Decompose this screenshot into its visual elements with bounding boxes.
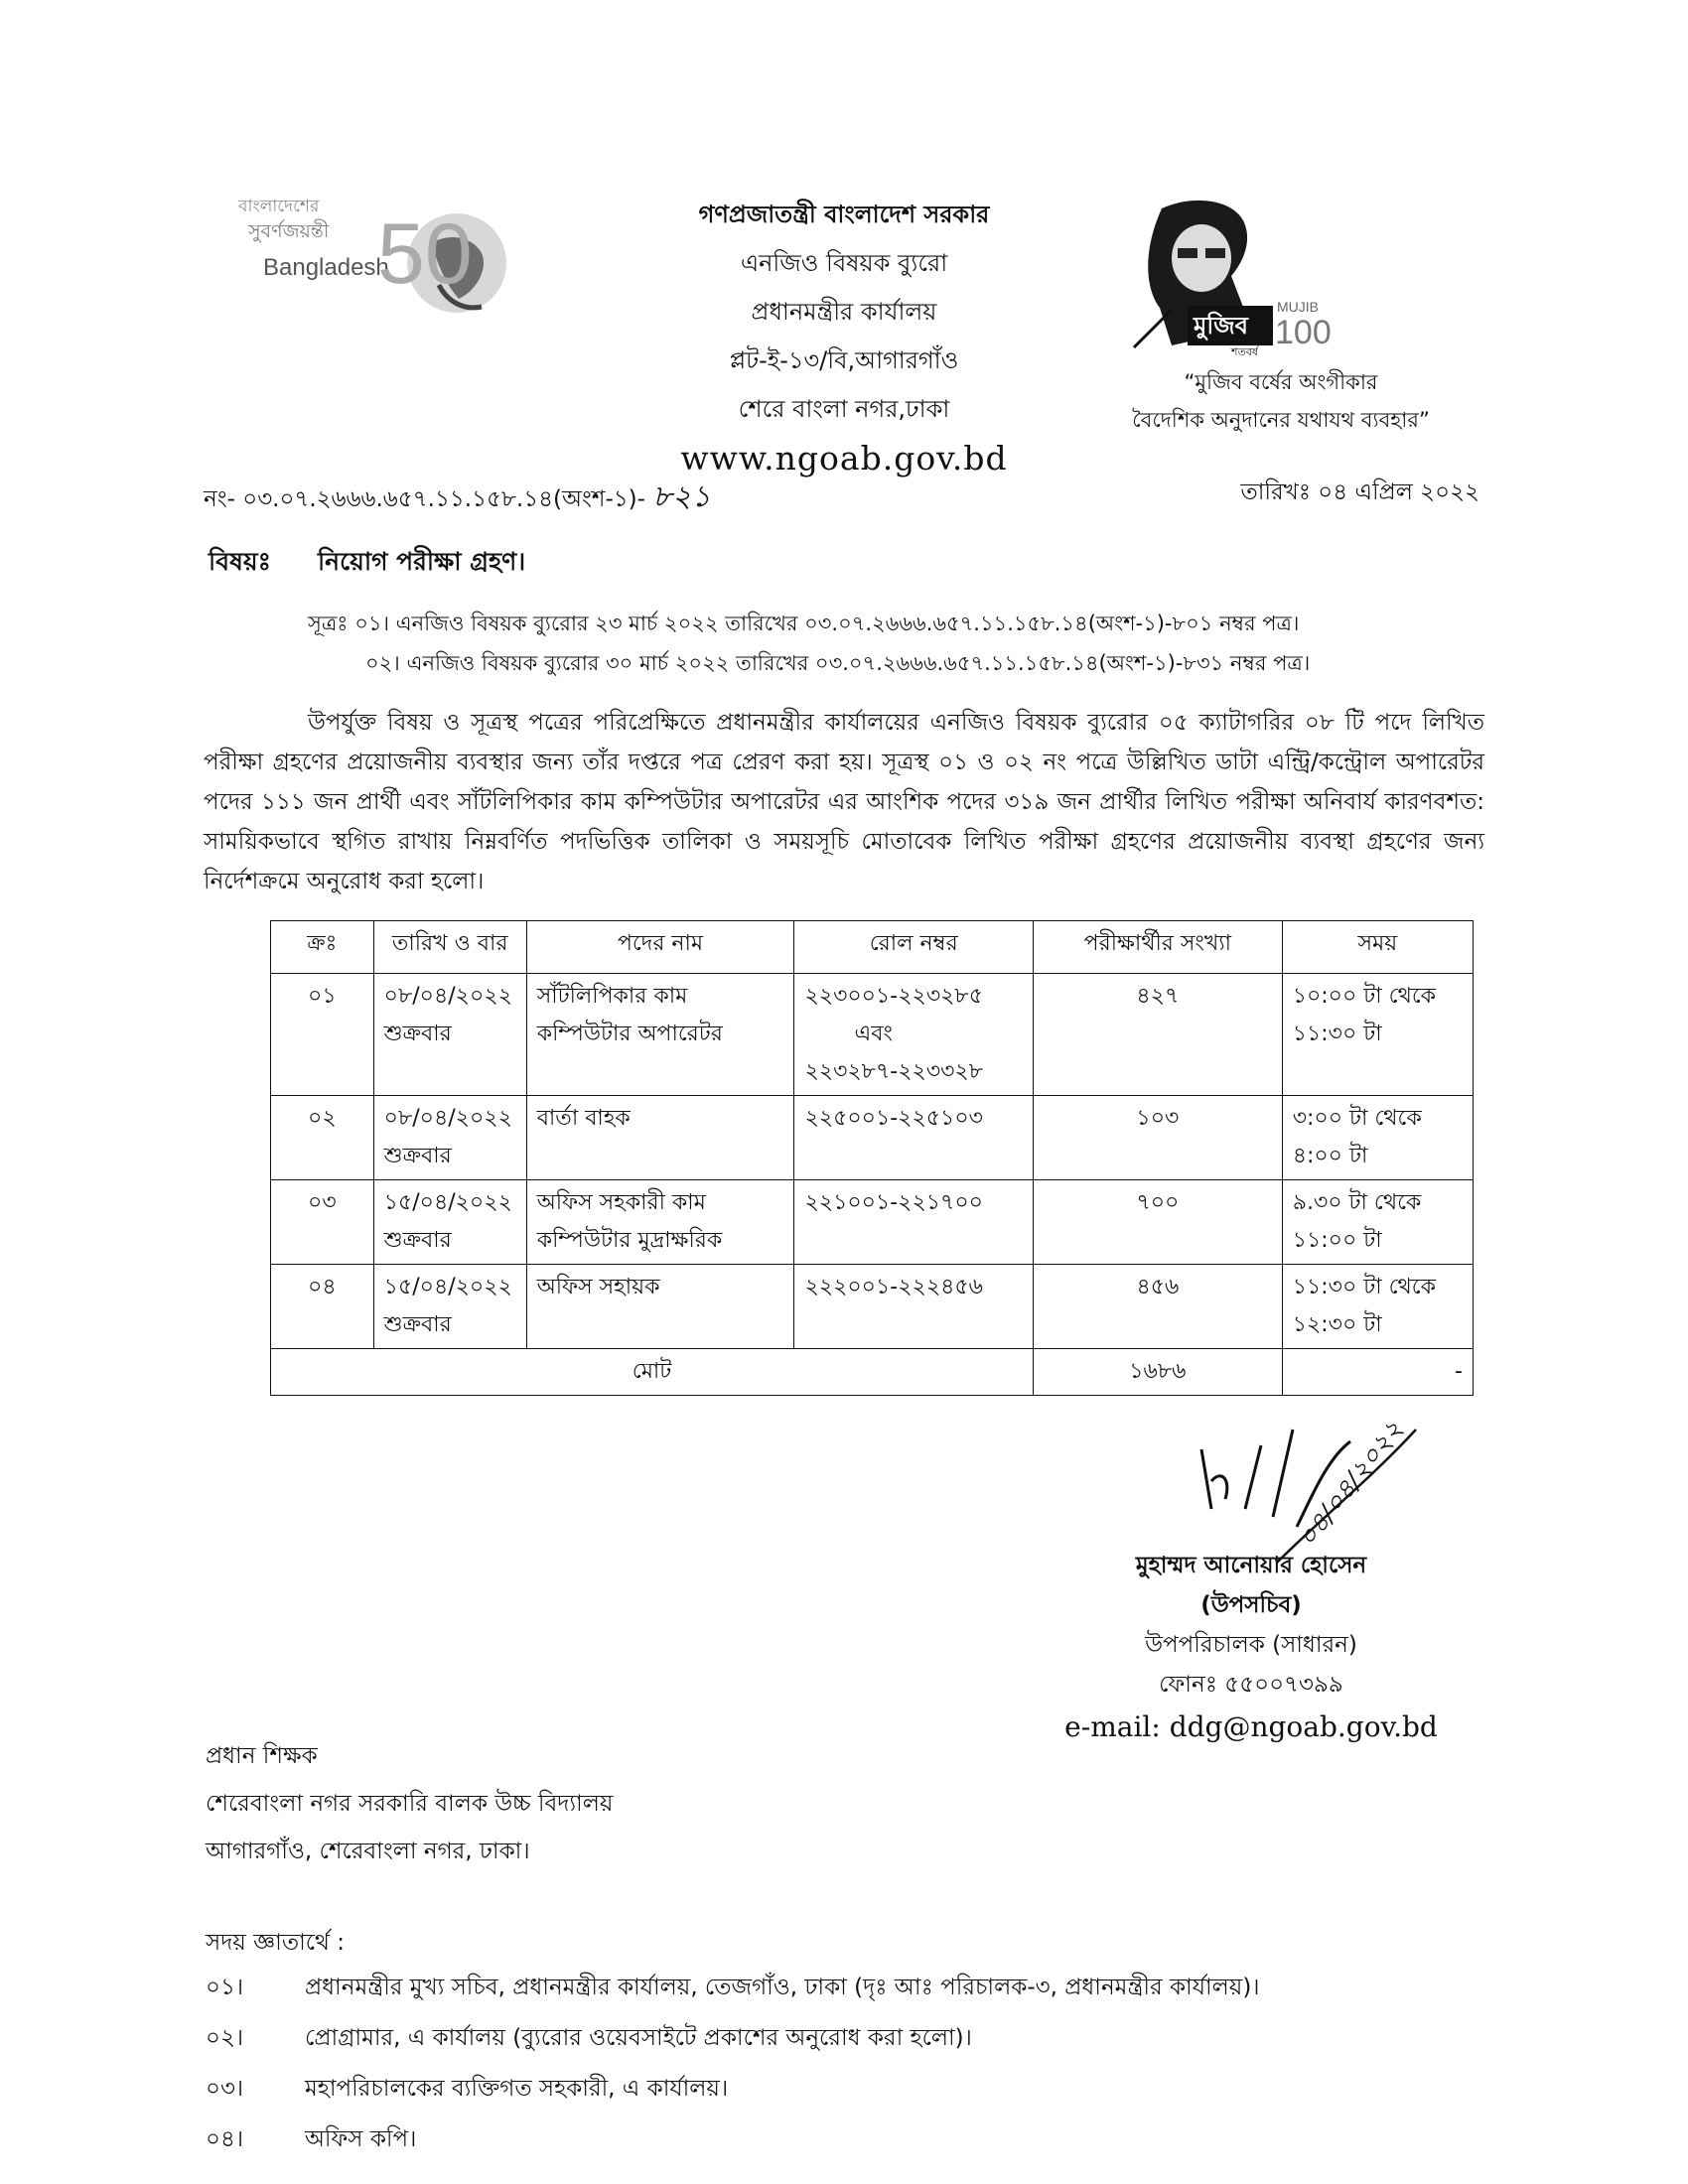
cell-post: অফিস সহকারী কাম কম্পিউটার মুদ্রাক্ষরিক [526, 1180, 794, 1265]
memo-ref-text: নং- ০৩.০৭.২৬৬৬.৬৫৭.১১.১৫৮.১৪(অংশ-১)- [204, 486, 645, 512]
total-time: - [1282, 1349, 1473, 1396]
list-item: ০৩। মহাপরিচালকের ব্যক্তিগত সহকারী, এ কার্যালয়। [206, 2076, 729, 2102]
cell-roll: ২২১০০১-২২১৭০০ [794, 1180, 1034, 1265]
table-total-row [271, 1349, 1474, 1396]
table-row [271, 1096, 1474, 1180]
mujib-100-logo [1132, 199, 1370, 357]
cell-time: ১০:০০ টা থেকে ১১:৩০ টা [1282, 974, 1473, 1096]
copy-distribution-list [206, 1923, 1260, 2165]
table-row [271, 1180, 1474, 1265]
officer-email[interactable]: e-mail: ddg@ngoab.gov.bd [1064, 1710, 1438, 1743]
memo-date: তারিখঃ ০৪ এপ্রিল ২০২২ [1240, 479, 1479, 505]
reference-label: সূত্রঃ [308, 612, 349, 635]
list-item: ০৪। অফিস কপি। [206, 2126, 417, 2152]
memo-references [308, 604, 1310, 683]
handwritten-signature [1182, 1390, 1440, 1569]
cell-date: ০৮/০৪/২০২২ শুক্রবার [373, 974, 526, 1096]
logo-mujib-number: 100 [1275, 314, 1332, 351]
col-header-post: পদের নাম [526, 921, 794, 974]
officer-title: (উপসচিব) [1200, 1592, 1302, 1618]
cell-post: অফিস সহায়ক [526, 1265, 794, 1349]
memo-subject [209, 546, 525, 577]
table-row [271, 974, 1474, 1096]
header-line-city: শেরে বাংলা নগর,ঢাকা [738, 395, 950, 423]
cell-count: ১০৩ [1034, 1096, 1283, 1180]
subject-label: বিষয়ঃ [209, 547, 271, 576]
signatory-block [1043, 1546, 1460, 1750]
col-header-roll: রোল নম্বর [794, 921, 1034, 974]
subject-text: নিয়োগ পরীক্ষা গ্রহণ। [318, 547, 526, 576]
logo-bn-text-1: বাংলাদেশের [238, 197, 320, 216]
cell-date: ১৫/০৪/২০২২ শুক্রবার [373, 1180, 526, 1265]
cell-count: ৪৫৬ [1034, 1265, 1283, 1349]
logo-bn-text-2: সুবর্ণজয়ন্তী [248, 220, 330, 242]
recipient-line-3: আগারগাঁও, শেরেবাংলা নগর, ঢাকা। [206, 1839, 530, 1864]
cell-roll: ২২৩০০১-২২৩২৮৫ এবং ২২৩২৮৭-২২৩৩২৮ [794, 974, 1034, 1096]
office-header [635, 191, 1053, 483]
header-line-office: প্রধানমন্ত্রীর কার্যালয় [751, 298, 937, 326]
cc-header: সদয় জ্ঞাতার্থে : [206, 1930, 345, 1956]
cell-serial: ০৪ [271, 1265, 374, 1349]
officer-designation: উপপরিচালক (সাধারন) [1145, 1632, 1357, 1658]
signature-date: ০৪/০৪/২০২২ [1292, 1415, 1410, 1554]
logo-en-text: Bangladesh [263, 254, 389, 281]
cell-post: সাঁটলিপিকার কাম কম্পিউটার অপারেটর [526, 974, 794, 1096]
recipient-block [206, 1732, 613, 1875]
logo-mujib-bn: মুজিব [1194, 312, 1249, 340]
logo-mujib-small: শতবর্ষ [1231, 345, 1258, 357]
cell-count: ৭০০ [1034, 1180, 1283, 1265]
motto-line-1: “মুজিব বর্ষের অংগীকার [1184, 370, 1378, 394]
header-line-government: গণপ্রজাতন্ত্রী বাংলাদেশ সরকার [698, 201, 990, 228]
list-item: ০১। প্রধানমন্ত্রীর মুখ্য সচিব, প্রধানমন্ত্রীর কার্যালয়, তেজগাঁও, ঢাকা (দৃঃ আঃ পরিচালক-৩, প্রধানমন্ত্রীর কার্যালয়)। [206, 1975, 1260, 2000]
mujib-motto [1122, 363, 1440, 439]
header-website[interactable]: www.ngoab.gov.bd [680, 439, 1008, 478]
logo-number: 50 [377, 206, 473, 302]
total-label: মোট [271, 1349, 1034, 1396]
cell-serial: ০৩ [271, 1180, 374, 1265]
total-count: ১৬৮৬ [1034, 1349, 1283, 1396]
cell-roll: ২২২০০১-২২২৪৫৬ [794, 1265, 1034, 1349]
motto-line-2: বৈদেশিক অনুদানের যথাযথ ব্যবহার” [1132, 408, 1430, 432]
cell-serial: ০১ [271, 974, 374, 1096]
cell-time: ৯.৩০ টা থেকে ১১:০০ টা [1282, 1180, 1473, 1265]
reference-item: সূত্রঃ ০১। এনজিও বিষয়ক ব্যুরোর ২৩ মার্চ ২০২২ তারিখের ০৩.০৭.২৬৬৬.৬৫৭.১১.১৫৮.১৪(অংশ-১)-৮০১ নম্বর পত্র। [308, 612, 1300, 635]
col-header-date: তারিখ ও বার [373, 921, 526, 974]
list-item: ০২। প্রোগ্রামার, এ কার্যালয় (ব্যুরোর ওয়েবসাইটে প্রকাশের অনুরোধ করা হলো)। [206, 2025, 972, 2051]
header-line-plot: প্লট-ই-১৩/বি,আগারগাঁও [729, 346, 959, 374]
table-row [271, 1265, 1474, 1349]
cell-count: ৪২৭ [1034, 974, 1283, 1096]
cell-time: ১১:৩০ টা থেকে ১২:৩০ টা [1282, 1265, 1473, 1349]
memo-body-paragraph: উপর্যুক্ত বিষয় ও সূত্রস্থ পত্রের পরিপ্রেক্ষিতে প্রধানমন্ত্রীর কার্যালয়ের এনজিও বিষয়ক ব্যুরোর ০৫ ক্যাটাগরির ০৮ টি পদে লিখিত পরীক্ষা গ্রহণের প্রয়োজনীয় ব্যবস্থার জন্য তাঁর দপ্তরে পত্র প্রেরণ করা হয়। সূত্রস্থ ০১ ও ০২ নং পত্রে উল্লিখিত ডাটা এন্ট্রি/কন্ট্রোল অপারেটর পদের ১১১ জন প্রার্থী এবং সাঁটলিপিকার কাম কম্পিউটার অপারেটর এর আংশিক পদের ৩১৯ জন প্রার্থীর লিখিত পরীক্ষা অনিবার্য কারণবশত: সাময়িকভাবে স্থগিত রাখায় নিম্নবর্ণিত পদভিত্তিক তালিকা ও সময়সূচি মোতাবেক লিখিত পরীক্ষা গ্রহণের প্রয়োজনীয় ব্যবস্থা গ্রহণের জন্য নির্দেশক্রমে অনুরোধ করা হলো। [204, 710, 1484, 894]
col-header-time: সময় [1282, 921, 1473, 974]
cell-time: ৩:০০ টা থেকে ৪:০০ টা [1282, 1096, 1473, 1180]
col-header-serial: ক্রঃ [271, 921, 374, 974]
col-header-count: পরীক্ষার্থীর সংখ্যা [1034, 921, 1283, 974]
cell-serial: ০২ [271, 1096, 374, 1180]
header-line-bureau: এনজিও বিষয়ক ব্যুরো [740, 249, 948, 277]
exam-schedule-table [270, 920, 1474, 1396]
cell-roll: ২২৫০০১-২২৫১০৩ [794, 1096, 1034, 1180]
bangladesh-50-logo [228, 174, 526, 333]
cell-date: ১৫/০৪/২০২২ শুক্রবার [373, 1265, 526, 1349]
recipient-line-1: প্রধান শিক্ষক [206, 1743, 318, 1769]
memo-reference-number [204, 478, 711, 516]
table-header-row [271, 921, 1474, 974]
recipient-line-2: শেরেবাংলা নগর সরকারি বালক উচ্চ বিদ্যালয় [206, 1791, 614, 1817]
cell-post: বার্তা বাহক [526, 1096, 794, 1180]
reference-item: ০২। এনজিও বিষয়ক ব্যুরোর ৩০ মার্চ ২০২২ তারিখের ০৩.০৭.২৬৬৬.৬৫৭.১১.১৫৮.১৪(অংশ-১)-৮৩১ নম্বর পত্র। [365, 651, 1311, 675]
cell-date: ০৮/০৪/২০২২ শুক্রবার [373, 1096, 526, 1180]
officer-name: মুহাম্মদ আনোয়ার হোসেন [1135, 1553, 1367, 1578]
officer-phone: ফোনঃ ৫৫০০৭৩৯৯ [1159, 1672, 1343, 1698]
memo-ref-handwritten: ৮২১ [652, 479, 711, 514]
logo-mujib-en: MUJIB [1277, 299, 1319, 315]
